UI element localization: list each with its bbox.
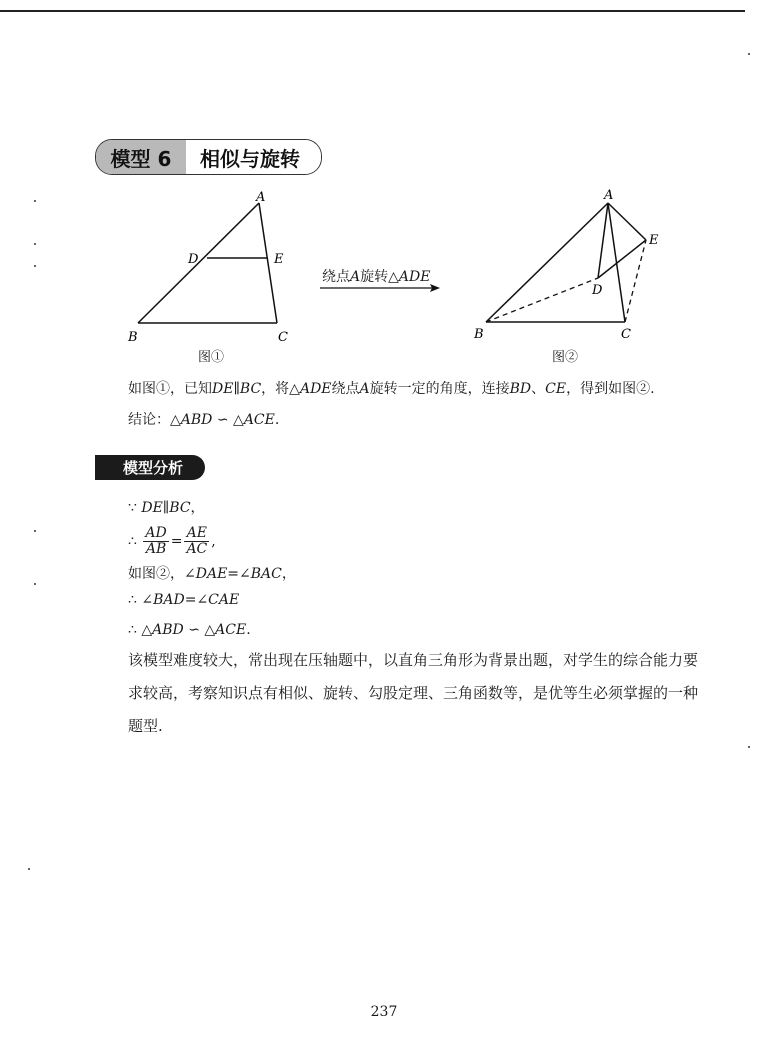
rotation-label-prefix: 绕点 bbox=[322, 269, 350, 285]
analysis-math: DE∥BC bbox=[141, 500, 191, 516]
scan-speck bbox=[28, 868, 30, 870]
analysis-text: 如图②， bbox=[128, 566, 184, 582]
fraction-denominator: AC bbox=[186, 541, 208, 557]
line-BD-dashed bbox=[486, 278, 598, 322]
rotation-label-point: A bbox=[350, 269, 361, 285]
analysis-punct: . bbox=[246, 622, 251, 638]
analysis-math: ∠DAE=∠BAC bbox=[184, 566, 282, 582]
analysis-math: ∠BAD=∠CAE bbox=[141, 592, 240, 608]
analysis-line-3 bbox=[128, 563, 296, 583]
conclusion-label: 结论：△ bbox=[128, 412, 181, 428]
fraction-numerator: AE bbox=[184, 526, 209, 542]
conclusion-sim: ∽ △ bbox=[212, 412, 244, 428]
because-symbol: ∵ bbox=[128, 500, 142, 516]
fraction-denominator: AB bbox=[145, 541, 167, 557]
fraction-ad-ab bbox=[143, 526, 168, 557]
intro-text: 绕点 bbox=[331, 381, 360, 397]
analysis-triangle-2: ACE bbox=[215, 622, 247, 638]
label-A: A bbox=[604, 188, 614, 203]
analysis-punct: , bbox=[211, 533, 216, 550]
scan-speck bbox=[34, 265, 36, 267]
label-A: A bbox=[256, 190, 266, 205]
intro-math: ADE bbox=[299, 381, 332, 397]
intro-text: ，得到如图②. bbox=[566, 381, 655, 397]
scan-speck bbox=[34, 583, 36, 585]
equals-sign: = bbox=[170, 533, 183, 550]
scan-speck bbox=[34, 200, 36, 202]
scan-speck bbox=[748, 53, 750, 55]
therefore-symbol: ∴ bbox=[128, 533, 142, 550]
summary-paragraph: 该模型难度较大，常出现在压轴题中，以直角三角形为背景出题，对学生的综合能力要求较高，考察知识点有相似、旋转、勾股定理、三角函数等，是优等生必须掌握的一种题型. bbox=[128, 651, 699, 735]
analysis-line-1 bbox=[128, 497, 205, 517]
label-B: B bbox=[128, 330, 138, 345]
conclusion-line bbox=[128, 409, 279, 429]
analysis-punct: ， bbox=[281, 566, 296, 582]
label-B: B bbox=[474, 327, 484, 342]
analysis-triangle-1: ABD bbox=[152, 622, 184, 638]
intro-text: ，将△ bbox=[261, 381, 300, 397]
analysis-line-4 bbox=[128, 592, 239, 608]
figure-1-diagram bbox=[120, 185, 300, 345]
scan-speck bbox=[34, 243, 36, 245]
figure-1-caption: 图① bbox=[198, 350, 225, 365]
fraction-numerator: AD bbox=[145, 525, 167, 541]
section-tag-analysis: 模型分析 bbox=[95, 455, 205, 480]
scan-speck bbox=[34, 530, 36, 532]
therefore-symbol: ∴ bbox=[128, 592, 142, 608]
top-rule bbox=[0, 10, 745, 12]
figure-2-diagram bbox=[468, 185, 668, 345]
intro-text: 如图①，已知 bbox=[128, 381, 212, 397]
line-AB bbox=[138, 203, 259, 323]
label-C: C bbox=[621, 327, 631, 342]
label-D: D bbox=[188, 252, 199, 267]
intro-text: 、 bbox=[531, 381, 546, 397]
analysis-line-2 bbox=[128, 526, 216, 557]
line-CE-dashed bbox=[625, 240, 646, 322]
section-header-banner bbox=[95, 139, 322, 175]
intro-math: CE bbox=[545, 381, 567, 397]
model-title: 相似与旋转 bbox=[186, 140, 321, 174]
model-label: 模型 6 bbox=[96, 140, 186, 174]
label-D: D bbox=[592, 283, 603, 298]
conclusion-triangle-2: ACE bbox=[243, 412, 275, 428]
page-number: 237 bbox=[370, 1004, 398, 1020]
rotation-arrow bbox=[318, 282, 442, 294]
intro-text: 旋转一定的角度，连接 bbox=[369, 381, 510, 397]
fraction-ae-ac bbox=[184, 526, 209, 557]
intro-math: DE∥BC bbox=[212, 381, 262, 397]
figure-2-caption: 图② bbox=[552, 350, 579, 365]
therefore-symbol: ∴ △ bbox=[128, 622, 153, 638]
conclusion-triangle-1: ABD bbox=[180, 412, 213, 428]
label-E: E bbox=[649, 233, 659, 248]
analysis-punct: ， bbox=[190, 500, 205, 516]
line-DE bbox=[598, 240, 646, 278]
line-AE bbox=[608, 203, 646, 240]
intro-math: BD bbox=[509, 381, 532, 397]
line-AD bbox=[598, 203, 608, 278]
conclusion-end: . bbox=[274, 412, 280, 428]
rotation-label-triangle: △ADE bbox=[388, 269, 431, 285]
label-C: C bbox=[278, 330, 288, 345]
analysis-sim: ∽ △ bbox=[183, 622, 216, 638]
analysis-line-5 bbox=[128, 622, 251, 638]
rotation-label-suffix: 旋转 bbox=[360, 269, 389, 285]
scan-speck bbox=[748, 746, 750, 748]
line-AB bbox=[486, 203, 608, 322]
label-E: E bbox=[274, 252, 284, 267]
intro-paragraph bbox=[128, 378, 655, 398]
intro-math: A bbox=[359, 381, 370, 397]
